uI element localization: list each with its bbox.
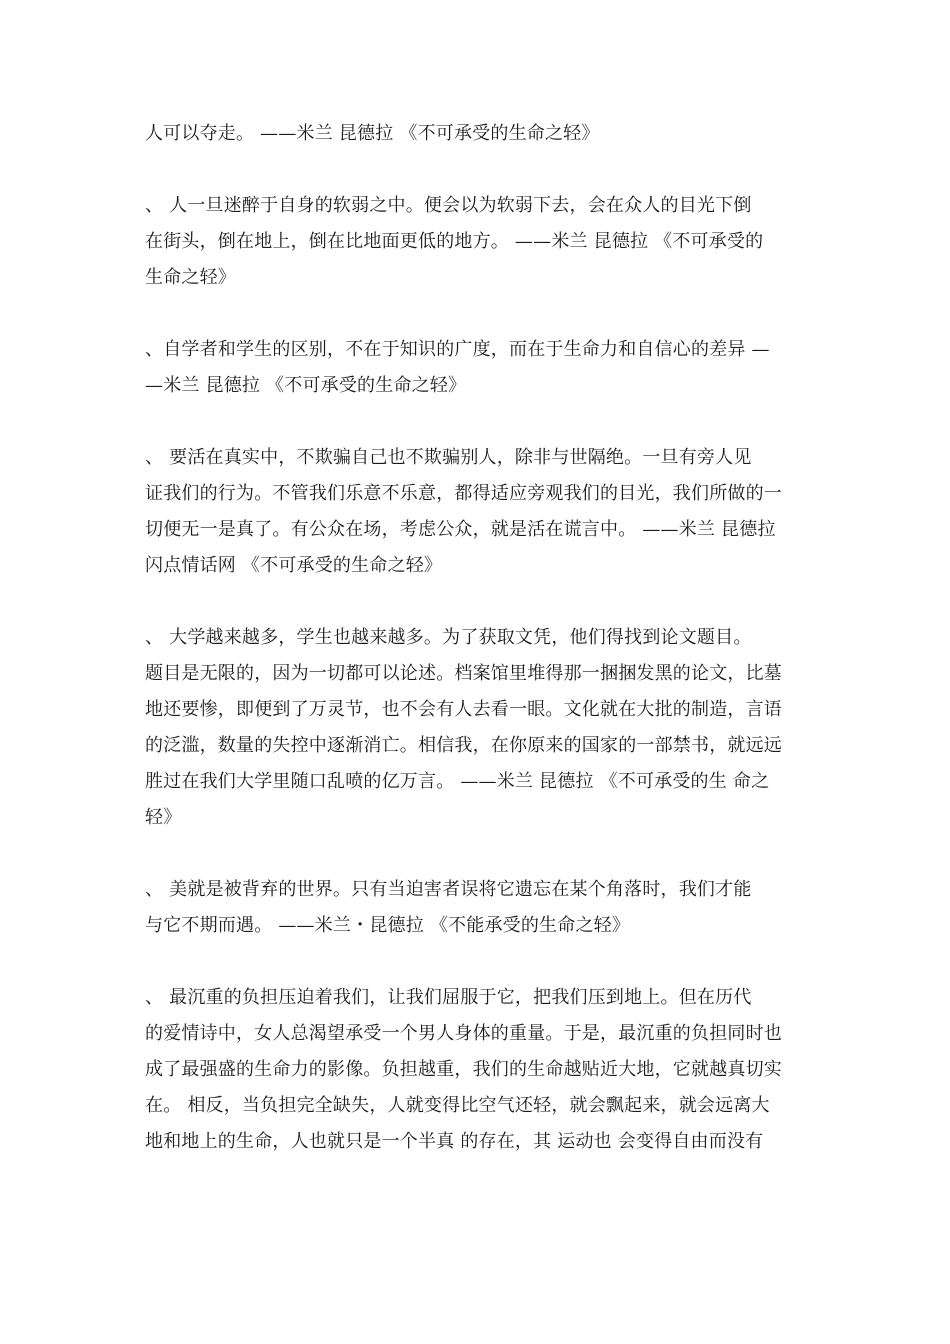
- document-page: [145, 116, 807, 1196]
- quote-paragraph-4: [145, 440, 807, 584]
- quote-paragraph-7: [145, 980, 807, 1160]
- text-line: 切便无一是真了。有公众在场，考虑公众，就是活在谎言中。 ——米兰 昆德拉: [145, 519, 776, 540]
- text-line: 人可以夺走。 ——米兰 昆德拉 《不可承受的生命之轻》: [145, 123, 600, 144]
- text-line: 胜过在我们大学里随口乱喷的亿万言。 ——米兰 昆德拉 《不可承受的生 命之: [145, 771, 770, 792]
- text-line: 闪点情话网 《不可承受的生命之轻》: [145, 555, 443, 576]
- text-line: 轻》: [145, 807, 182, 828]
- text-line: 生命之轻》: [145, 267, 236, 288]
- text-line: 、 美就是被背弃的世界。只有当迫害者误将它遗忘在某个角落时，我们才能: [145, 879, 752, 900]
- text-line: 成了最强盛的生命力的影像。负担越重，我们的生命越贴近大地，它就越真切实: [145, 1059, 782, 1080]
- quote-paragraph-5: [145, 620, 807, 836]
- text-line: 与它不期而遇。 ——米兰・昆德拉 《不能承受的生命之轻》: [145, 915, 631, 936]
- text-line: 地还要惨，即便到了万灵节，也不会有人去看一眼。文化就在大批的制造，言语: [145, 699, 782, 720]
- text-line: —米兰 昆德拉 《不可承受的生命之轻》: [145, 375, 467, 396]
- text-line: 的爱情诗中，女人总渴望承受一个男人身体的重量。于是，最沉重的负担同时也: [145, 1023, 782, 1044]
- text-line: 、 要活在真实中，不欺骗自己也不欺骗别人，除非与世隔绝。一旦有旁人见: [145, 447, 752, 468]
- quote-paragraph-6: [145, 872, 807, 944]
- text-line: 在街头，倒在地上，倒在比地面更低的地方。 ——米兰 昆德拉 《不可承受的: [145, 231, 764, 252]
- text-line: 地和地上的生命，人也就只是一个半真 的存在，其 运动也 会变得自由而没有: [145, 1131, 764, 1152]
- quote-paragraph-3: [145, 332, 807, 404]
- text-line: 、 大学越来越多，学生也越来越多。为了获取文凭，他们得找到论文题目。: [145, 627, 752, 648]
- text-line: 在。 相反，当负担完全缺失，人就变得比空气还轻，就会飘起来，就会远离大: [145, 1095, 770, 1116]
- text-line: 、自学者和学生的区别，不在于知识的广度，而在于生命力和自信心的差异 —: [145, 339, 770, 360]
- text-line: 、 最沉重的负担压迫着我们，让我们屈服于它，把我们压到地上。但在历代: [145, 987, 752, 1008]
- text-line: 证我们的行为。不管我们乐意不乐意，都得适应旁观我们的目光，我们所做的一: [145, 483, 782, 504]
- text-line: 的泛滥，数量的失控中逐渐消亡。相信我，在你原来的国家的一部禁书，就远远: [145, 735, 782, 756]
- quote-paragraph-1: [145, 116, 807, 152]
- text-line: 、 人一旦迷醉于自身的软弱之中。便会以为软弱下去，会在众人的目光下倒: [145, 195, 752, 216]
- quote-paragraph-2: [145, 188, 807, 296]
- text-line: 题目是无限的，因为一切都可以论述。档案馆里堆得那一捆捆发黑的论文，比墓: [145, 663, 782, 684]
